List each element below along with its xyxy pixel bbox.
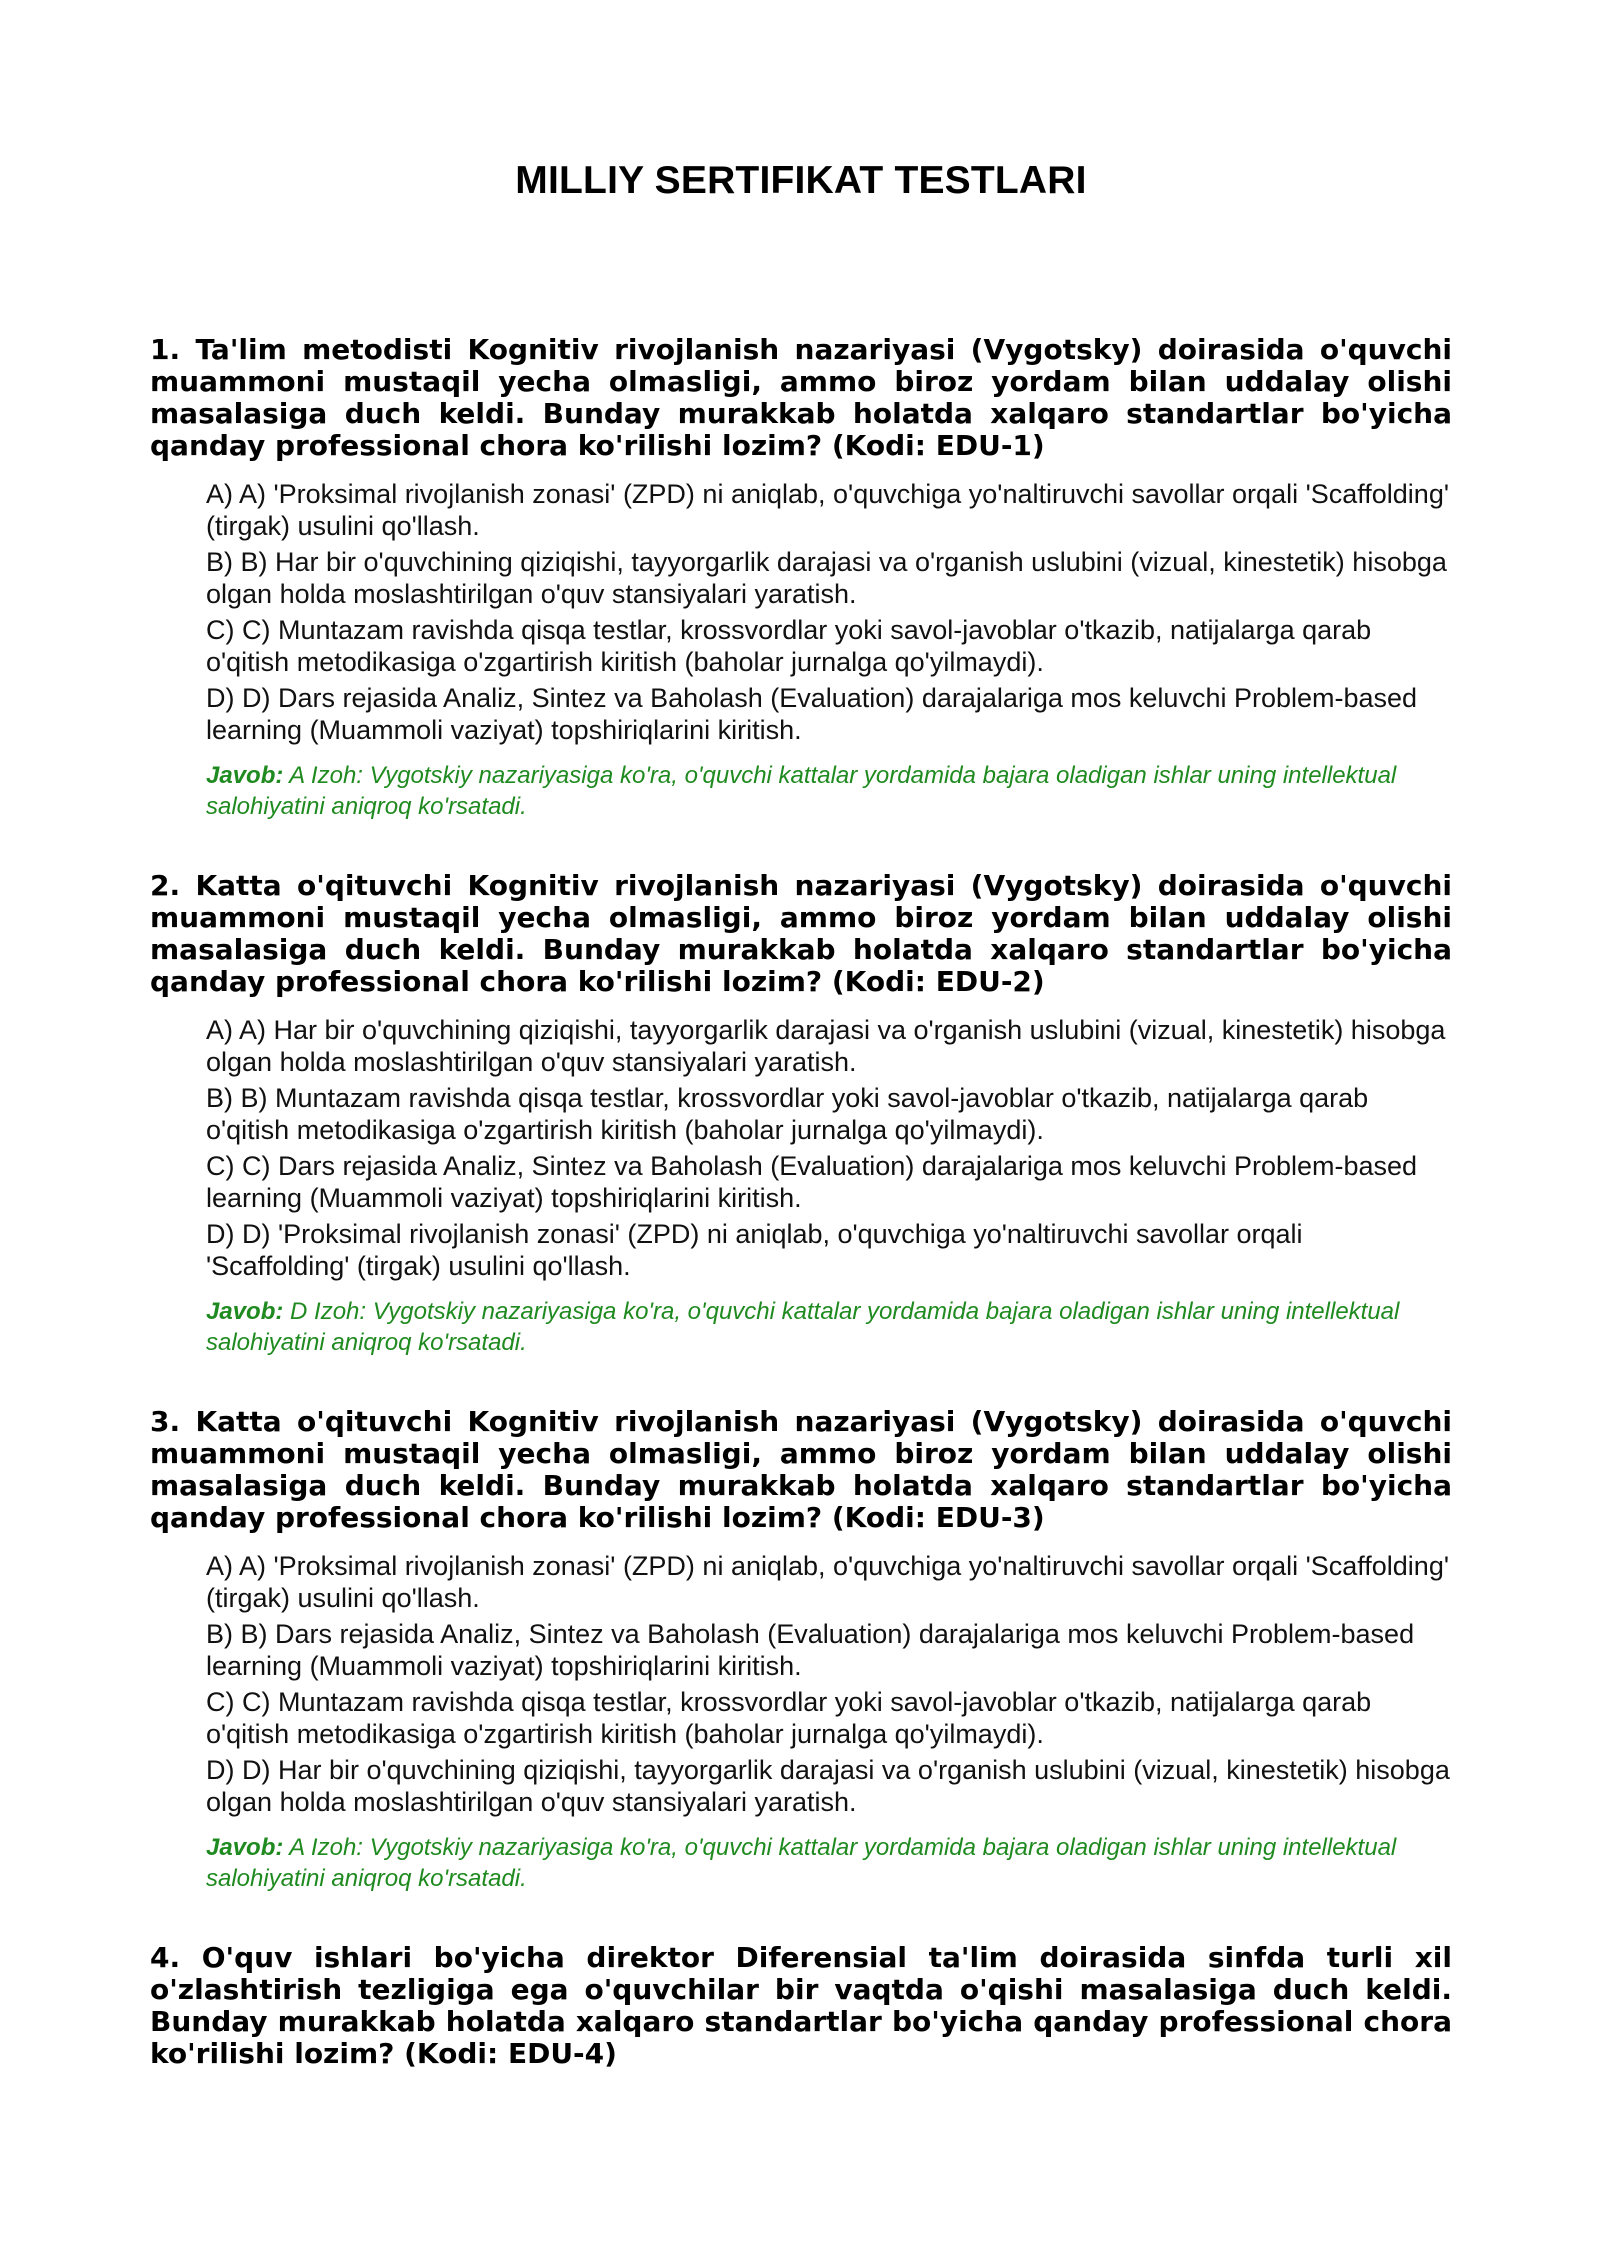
option-d: D) D) Har bir o'quvchining qiziqishi, tayyorgarlik darajasi va o'rganish uslubini (vizual, kinestetik) hisobga olgan holda moslashtirilgan o'quv stansiyalari yaratish. [206,1755,1450,1817]
question-text: 4. O'quv ishlari bo'yicha direktor Diferensial ta'lim doirasida sinfda turli xil o'zlashtirish tezligiga ega o'quvchilar bir vaqtda o'qishi masalasiga duch keldi. Bunday murakkab holatda xalqaro standartlar bo'yicha qanday professional chora ko'rilishi lozim? (Kodi: EDU-4) [150,1941,1452,2070]
option-d: D) D) 'Proksimal rivojlanish zonasi' (ZPD) ni aniqlab, o'quvchiga yo'naltiruvchi savollar orqali 'Scaffolding' (tirgak) usulini qo'llash. [206,1219,1303,1281]
option-c: C) C) Muntazam ravishda qisqa testlar, krossvordlar yoki savol-javoblar o'tkazib, natijalarga qarab o'qitish metodikasiga o'zgartirish kiritish (baholar jurnalga qo'yilmaydi). [206,615,1372,677]
option-d: D) D) Dars rejasida Analiz, Sintez va Baholash (Evaluation) darajalariga mos keluvchi Problem-based learning (Muammoli vaziyat) topshiriqlarini kiritish. [206,683,1418,745]
option-list [206,1550,1452,1818]
question-text: 3. Katta o'qituvchi Kognitiv rivojlanish nazariyasi (Vygotsky) doirasida o'quvchi muammoni mustaqil yecha olmasligi, ammo biroz yordam bilan uddalay olishi masalasiga duch keldi. Bunday murakkab holatda xalqaro standartlar bo'yicha qanday professional chora ko'rilishi lozim? (Kodi: EDU-3) [150,1405,1452,1534]
option-list [206,1014,1452,1282]
question-4 [150,1942,1452,2070]
option-c: C) C) Muntazam ravishda qisqa testlar, krossvordlar yoki savol-javoblar o'tkazib, natijalarga qarab o'qitish metodikasiga o'zgartirish kiritish (baholar jurnalga qo'yilmaydi). [206,1687,1372,1749]
option-b: B) B) Har bir o'quvchining qiziqishi, tayyorgarlik darajasi va o'rganish uslubini (vizual, kinestetik) hisobga olgan holda moslashtirilgan o'quv stansiyalari yaratish. [206,547,1447,609]
question-2 [150,870,1452,1358]
document-title: MILLIY SERTIFIKAT TESTLARI [515,159,1087,202]
answer-text: D Izoh: Vygotskiy nazariyasiga ko'ra, o'quvchi kattalar yordamida bajara oladigan ishlar uning intellektual salohiyatini aniqroq ko'rsatadi. [206,1298,1400,1356]
answer-explanation [206,1832,1452,1894]
answer-text: A Izoh: Vygotskiy nazariyasiga ko'ra, o'quvchi kattalar yordamida bajara oladigan ishlar uning intellektual salohiyatini aniqroq ko'rsatadi. [206,762,1397,820]
option-list [206,478,1452,746]
answer-label: Javob: [206,1834,284,1861]
option-a: A) A) 'Proksimal rivojlanish zonasi' (ZPD) ni aniqlab, o'quvchiga yo'naltiruvchi savollar orqali 'Scaffolding' (tirgak) usulini qo'llash. [206,1551,1449,1613]
option-c: C) C) Dars rejasida Analiz, Sintez va Baholash (Evaluation) darajalariga mos keluvchi Problem-based learning (Muammoli vaziyat) topshiriqlarini kiritish. [206,1151,1418,1213]
answer-text: A Izoh: Vygotskiy nazariyasiga ko'ra, o'quvchi kattalar yordamida bajara oladigan ishlar uning intellektual salohiyatini aniqroq ko'rsatadi. [206,1834,1397,1892]
option-a: A) A) Har bir o'quvchining qiziqishi, tayyorgarlik darajasi va o'rganish uslubini (vizual, kinestetik) hisobga olgan holda moslashtirilgan o'quv stansiyalari yaratish. [206,1015,1446,1077]
answer-label: Javob: [206,1298,284,1325]
question-3 [150,1406,1452,1894]
option-b: B) B) Dars rejasida Analiz, Sintez va Baholash (Evaluation) darajalariga mos keluvchi Problem-based learning (Muammoli vaziyat) topshiriqlarini kiritish. [206,1619,1415,1681]
question-text: 1. Ta'lim metodisti Kognitiv rivojlanish nazariyasi (Vygotsky) doirasida o'quvchi muammoni mustaqil yecha olmasligi, ammo biroz yordam bilan uddalay olishi masalasiga duch keldi. Bunday murakkab holatda xalqaro standartlar bo'yicha qanday professional chora ko'rilishi lozim? (Kodi: EDU-1) [150,333,1452,462]
question-text: 2. Katta o'qituvchi Kognitiv rivojlanish nazariyasi (Vygotsky) doirasida o'quvchi muammoni mustaqil yecha olmasligi, ammo biroz yordam bilan uddalay olishi masalasiga duch keldi. Bunday murakkab holatda xalqaro standartlar bo'yicha qanday professional chora ko'rilishi lozim? (Kodi: EDU-2) [150,869,1452,998]
answer-explanation [206,760,1452,822]
answer-explanation [206,1296,1452,1358]
question-list [150,334,1452,2070]
option-a: A) A) 'Proksimal rivojlanish zonasi' (ZPD) ni aniqlab, o'quvchiga yo'naltiruvchi savollar orqali 'Scaffolding' (tirgak) usulini qo'llash. [206,479,1449,541]
question-1 [150,334,1452,822]
option-b: B) B) Muntazam ravishda qisqa testlar, krossvordlar yoki savol-javoblar o'tkazib, natijalarga qarab o'qitish metodikasiga o'zgartirish kiritish (baholar jurnalga qo'yilmaydi). [206,1083,1369,1145]
answer-label: Javob: [206,762,284,789]
